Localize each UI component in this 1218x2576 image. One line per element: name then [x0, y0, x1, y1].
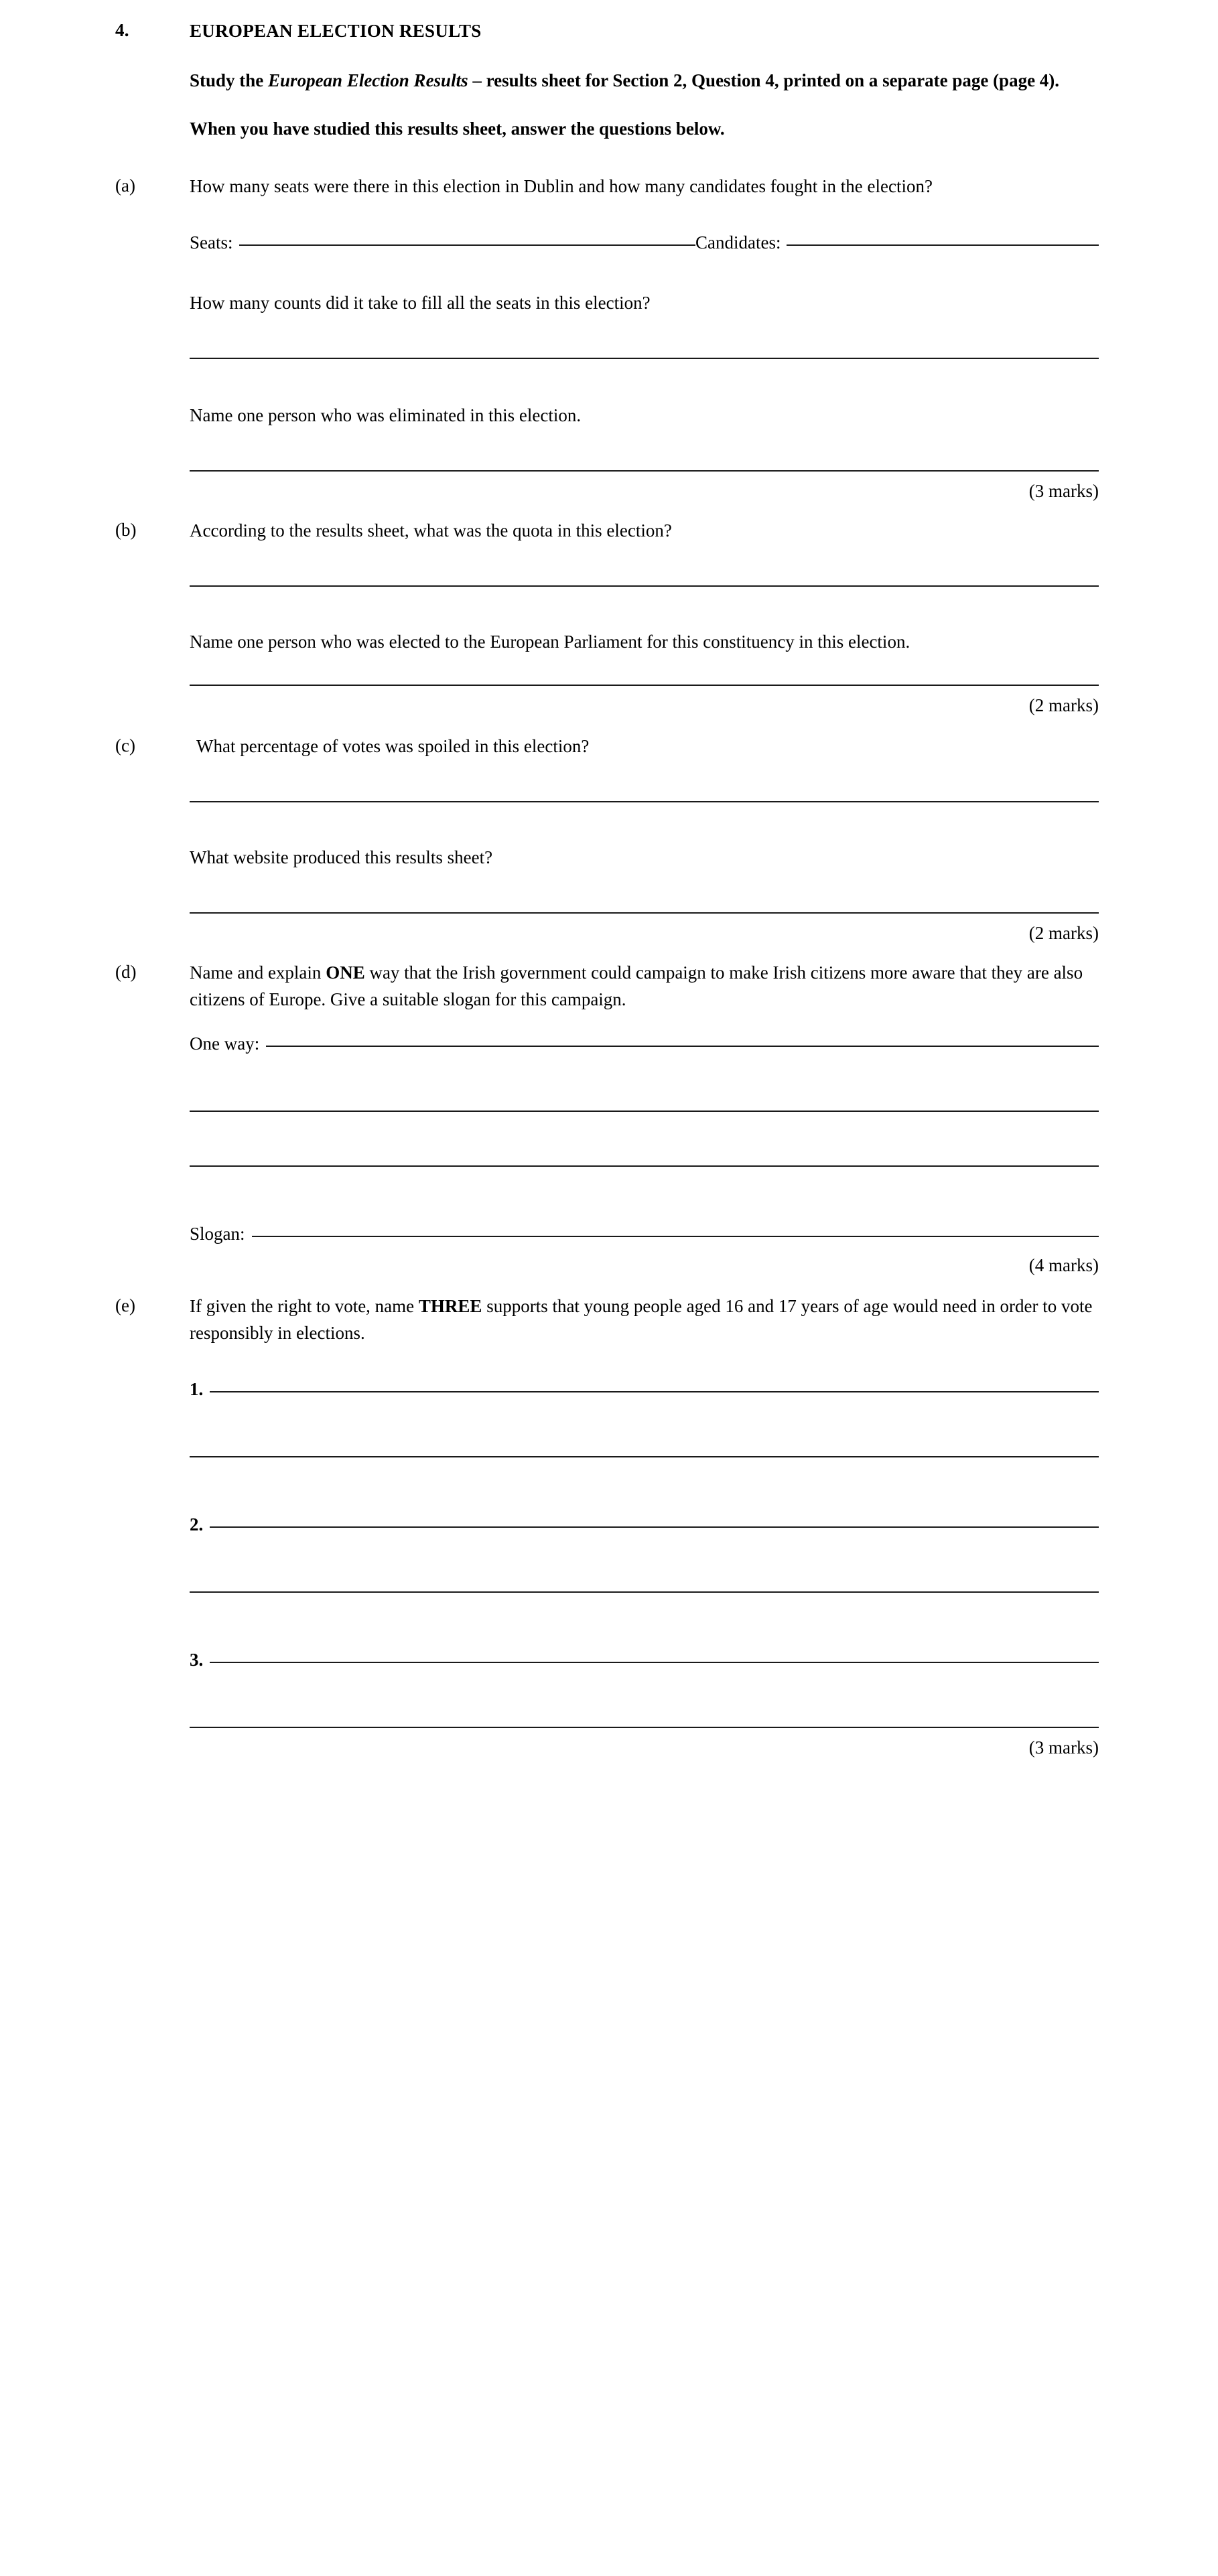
spacer — [0, 760, 1218, 801]
part-d-marks: (4 marks) — [1028, 1255, 1099, 1275]
part-c-label: (c) — [115, 735, 135, 756]
part-c-answer-line-1[interactable] — [190, 801, 1099, 802]
instruction-paragraph — [0, 115, 1218, 142]
part-d-prompt-lead: Name and explain — [190, 962, 326, 983]
one-way-field — [190, 1030, 1099, 1057]
part-b-answer-line-2[interactable] — [190, 685, 1099, 686]
candidates-answer-line[interactable] — [787, 244, 1099, 246]
part-c-answer-line-2[interactable] — [190, 912, 1099, 914]
part-a-prompt: How many seats were there in this election in Dublin and how many candidates fought in the election? — [190, 176, 933, 196]
support-item-3-answer-line[interactable] — [210, 1662, 1099, 1663]
support-item-1-answer-line[interactable] — [210, 1391, 1099, 1392]
part-a-label: (a) — [115, 175, 135, 196]
seats-label: Seats: — [190, 232, 233, 253]
part-b — [0, 517, 1218, 544]
support-item-2 — [190, 1511, 1099, 1538]
part-e-emphasis-three: THREE — [418, 1296, 482, 1316]
part-b-sub-1 — [0, 628, 1218, 655]
question-number: 4. — [115, 20, 129, 40]
part-d-prompt — [190, 959, 1218, 1013]
part-d-label: (d) — [115, 962, 137, 982]
spacer — [0, 1538, 1218, 1591]
part-c-sub-1-prompt: What website produced this results sheet? — [190, 847, 493, 867]
part-b-label: (b) — [115, 520, 137, 540]
spacer — [0, 1013, 1218, 1030]
part-d — [0, 959, 1218, 1013]
part-a-answer-line-2[interactable] — [190, 470, 1099, 472]
part-c-prompt: What percentage of votes was spoiled in this election? — [196, 736, 590, 756]
intro-text — [190, 67, 1218, 94]
part-c-sub-1 — [0, 844, 1218, 871]
spacer — [0, 544, 1218, 585]
seats-field-group — [190, 229, 695, 256]
part-c-marks: (2 marks) — [1028, 923, 1099, 943]
spacer — [0, 316, 1218, 358]
part-e — [0, 1293, 1218, 1346]
question-heading — [0, 0, 1218, 44]
intro-rest: – results sheet for Section 2, Question 4, printed on a separate page (page 4). — [468, 70, 1060, 90]
part-e-label: (e) — [115, 1295, 135, 1315]
part-a-fields — [190, 229, 1099, 256]
spacer — [0, 655, 1218, 685]
part-a-answer-line-1[interactable] — [190, 358, 1099, 359]
spacer — [0, 1167, 1218, 1220]
part-d-emphasis-one: ONE — [326, 962, 365, 983]
spacer — [0, 1593, 1218, 1646]
part-e-prompt — [190, 1293, 1218, 1346]
one-way-label: One way: — [190, 1033, 260, 1054]
intro-paragraph — [0, 67, 1218, 94]
support-item-2-answer-line[interactable] — [210, 1526, 1099, 1528]
instruction-text: When you have studied this results sheet, answer the questions below. — [190, 119, 725, 139]
seats-answer-line[interactable] — [239, 244, 696, 246]
spacer — [0, 871, 1218, 912]
candidates-label: Candidates: — [695, 232, 781, 253]
part-c — [0, 733, 1218, 760]
part-e-prompt-rest: supports that young people aged 16 and 17 years of age would need in order to vote responsibly in elections. — [190, 1296, 1093, 1343]
question-title: EUROPEAN ELECTION RESULTS — [190, 21, 482, 41]
spacer — [0, 1403, 1218, 1456]
part-a-sub-2 — [0, 402, 1218, 429]
candidates-field-group — [695, 229, 1099, 256]
part-a-marks: (3 marks) — [1028, 481, 1099, 501]
support-item-3 — [190, 1646, 1099, 1673]
support-item-3-number: 3. — [190, 1650, 204, 1670]
part-a-sub-2-prompt: Name one person who was eliminated in this election. — [190, 405, 582, 425]
part-e-marks: (3 marks) — [1028, 1737, 1099, 1758]
spacer — [0, 429, 1218, 470]
spacer — [0, 1346, 1218, 1376]
part-d-prompt-rest: way that the Irish government could campaign to make Irish citizens more aware that they are also citizens of Europe. Give a suitable slogan for this campaign. — [190, 962, 1083, 1009]
spacer — [0, 1673, 1218, 1727]
part-e-answer-line-3[interactable] — [190, 1727, 1099, 1728]
part-a-sub-1 — [0, 289, 1218, 316]
intro-lead: Study the — [190, 70, 269, 90]
slogan-label: Slogan: — [190, 1224, 245, 1244]
slogan-answer-line[interactable] — [252, 1236, 1099, 1237]
part-e-prompt-lead: If given the right to vote, name — [190, 1296, 419, 1316]
spacer — [0, 1112, 1218, 1165]
spacer — [0, 200, 1218, 229]
part-b-prompt: According to the results sheet, what was the quota in this election? — [190, 520, 672, 541]
part-b-answer-line-1[interactable] — [190, 585, 1099, 587]
part-b-sub-1-prompt: Name one person who was elected to the European Parliament for this constituency in this election. — [190, 632, 910, 652]
support-item-1 — [190, 1376, 1099, 1403]
one-way-answer-line[interactable] — [266, 1046, 1099, 1047]
support-item-2-number: 2. — [190, 1514, 204, 1534]
part-a-sub-1-prompt: How many counts did it take to fill all the seats in this election? — [190, 293, 651, 313]
part-b-marks: (2 marks) — [1028, 695, 1099, 715]
spacer — [0, 1457, 1218, 1511]
part-a — [0, 173, 1218, 200]
spacer — [0, 1057, 1218, 1111]
intro-italic-title: European Election Results — [268, 70, 468, 90]
slogan-field — [190, 1220, 1099, 1247]
support-item-1-number: 1. — [190, 1379, 204, 1399]
